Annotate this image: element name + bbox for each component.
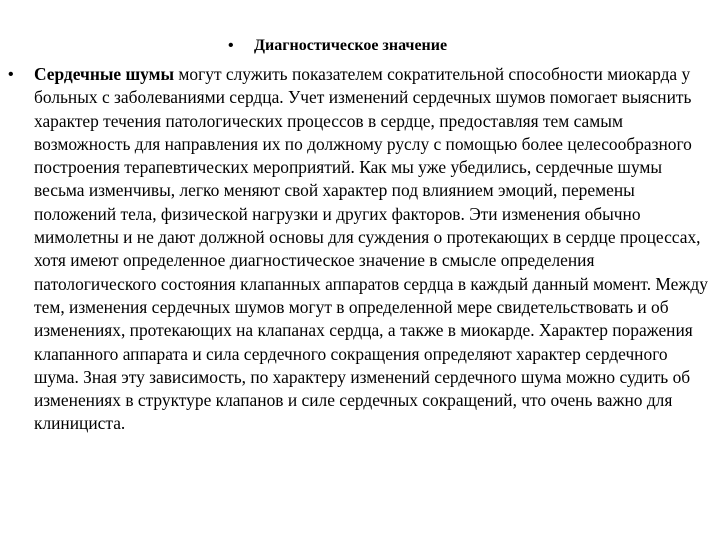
heading-item [228, 34, 447, 57]
body-text: могут служить показателем сократительной способности миокарда у больных с заболеваниями сердца. Учет изменений сердечных шумов помогает выяснить характер течения патологических процессов в сердце, предоставляя тем самым возможность для направления их по должному руслу с помощью более целесообразного построения терапевтических мероприятий. Как мы уже убедились, сердечные шумы весьма изменчивы, легко меняют свой характер под влиянием эмоций, перемены положений тела, физической нагрузки и других факторов. Эти изменения обычно мимолетны и не дают должной основы для суждения о протекающих в сердце процессах, хотя имеют определенное диагностическое значение в смысле определения патологического состояния клапанных аппаратов сердца в каждый данный момент. Между тем, изменения сердечных шумов могут в определенной мере свидетельствовать и об изменениях, протекающих на клапанах сердца, а также в миокарде. Характер поражения клапанного аппарата и сила сердечного сокращения определяют характер сердечного шума. Зная эту зависимость, по характеру изменений сердечного шума можно судить об изменениях в структуре клапанов и силе сердечных сокращений, что очень важно для клинициста. [34, 64, 708, 434]
slide-heading: Диагностическое значение [254, 37, 448, 54]
heading-bullet: • [228, 37, 234, 54]
body-lead-term: Сердечные шумы [34, 64, 175, 84]
body-item [8, 63, 712, 436]
body-paragraph [34, 63, 712, 436]
body-bullet: • [8, 66, 14, 83]
